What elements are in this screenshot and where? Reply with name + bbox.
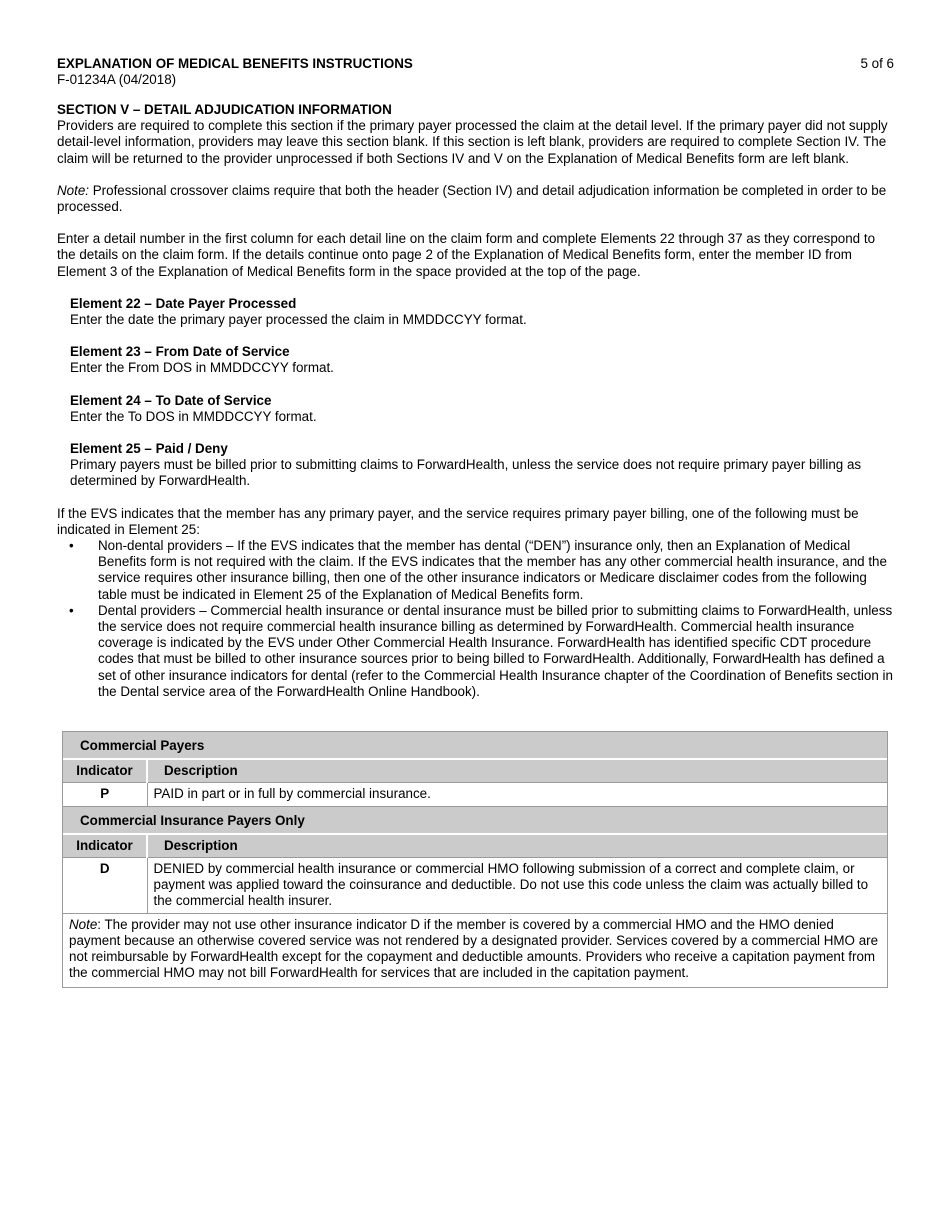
element-23: [70, 344, 897, 376]
section-title: SECTION V – DETAIL ADJUDICATION INFORMATION: [57, 102, 392, 117]
column-header-description: Description: [147, 834, 887, 858]
description-cell: DENIED by commercial health insurance or commercial HMO following submission of a correct and complete claim, or payment was applied toward the coinsurance and deductible. Do not use this code unless the claim was actually billed to the commercial health insurer.: [153, 861, 869, 909]
note-label: Note:: [57, 182, 90, 198]
element-title: Element 23 – From Date of Service: [70, 344, 290, 360]
table-row: [63, 858, 887, 914]
list-item: [57, 603, 897, 700]
evs-paragraph: If the EVS indicates that the member has any primary payer, and the service requires primary payer billing, one of the following must be indicated in Element 25:: [57, 505, 859, 537]
bullet-list: [57, 538, 897, 700]
list-item-text: Dental providers – Commercial health insurance or dental insurance must be billed prior to submitting claims to ForwardHealth, unless the service does not require commercial health insurance billing as determined by ForwardHealth. Commercial health insurance coverage is indicated by the EVS under Other Commercial Health Insurance. ForwardHealth has identified specific CDT procedure codes that must be billed to other insurance sources prior to being billed to ForwardHealth. Additionally, ForwardHealth has defined a set of other insurance indicators for dental (refer to the Commercial Health Insurance chapter of the Coordination of Benefits section in the Dental service area of the ForwardHealth Online Handbook).: [98, 602, 893, 699]
group-title-commercial-insurance-payers-only: Commercial Insurance Payers Only: [63, 806, 887, 834]
description-cell: PAID in part or in full by commercial insurance.: [153, 786, 431, 802]
table-note-label: Note: [69, 916, 98, 932]
table-note-row: [63, 913, 887, 987]
document-title: EXPLANATION OF MEDICAL BENEFITS INSTRUCTIONS: [57, 56, 413, 71]
bullet-icon: •: [69, 602, 74, 618]
page-number: 5 of 6: [860, 56, 894, 71]
element-title: Element 25 – Paid / Deny: [70, 441, 228, 457]
element-22: [70, 296, 897, 328]
element-25: [70, 441, 897, 490]
note-text: Professional crossover claims require that both the header (Section IV) and detail adjudication information be completed in order to be processed.: [57, 182, 887, 215]
section-note: [57, 183, 897, 215]
section-intro: Providers are required to complete this section if the primary payer processed the claim at the detail level. If the primary payer did not supply detail-level information, providers may leave this section blank. If this section is left blank, providers are required to complete Section IV. The claim will be returned to the provider unprocessed if both Sections IV and V on the Explanation of Medical Benefits form are left blank.: [57, 118, 888, 166]
column-header-description: Description: [147, 759, 887, 783]
list-item: [57, 538, 897, 603]
element-24: [70, 393, 897, 425]
table-group-header: [63, 806, 887, 834]
table-group-header: [63, 732, 887, 759]
element-text: Enter the date the primary payer processed the claim in MMDDCCYY format.: [70, 312, 527, 328]
element-text: Enter the From DOS in MMDDCCYY format.: [70, 360, 334, 376]
list-item-text: Non-dental providers – If the EVS indicates that the member has dental (“DEN”) insurance only, then an Explanation of Medical Benefits form is not required with the claim. If the EVS indicates that the member has any other commercial health insurance, and the service requires other insurance billing, then one of the other insurance indicators or Medicare disclaimer codes from the following table must be indicated in Element 25 of the Explanation of Medical Benefits form.: [98, 538, 887, 602]
element-title: Element 22 – Date Payer Processed: [70, 295, 297, 311]
table-note-text: : The provider may not use other insurance indicator D if the member is covered by a commercial HMO and the HMO denied payment because an otherwise covered service was not rendered by a designated provider. Services covered by a commercial HMO are not reimbursable by ForwardHealth except for the copayment and deductible amounts. Providers who receive a capitation payment from the commercial HMO may not bill ForwardHealth for services that are included in the capitation payment.: [69, 916, 879, 981]
group-title-commercial-payers: Commercial Payers: [63, 732, 887, 759]
table-note: [63, 913, 887, 987]
section-instructions: Enter a detail number in the first column for each detail line on the claim form and complete Elements 22 through 37 as they correspond to the details on the claim form. If the details continue onto page 2 of the Explanation of Medical Benefits form, enter the member ID from Element 3 of the Explanation of Medical Benefits form in the space provided at the top of the page.: [57, 231, 876, 279]
table-column-header: [63, 759, 887, 783]
element-text: Primary payers must be billed prior to submitting claims to ForwardHealth, unless the service does not require primary payer billing as determined by ForwardHealth.: [70, 457, 862, 489]
page-content: [57, 102, 897, 700]
column-header-indicator: Indicator: [63, 759, 147, 783]
indicator-cell: P: [63, 783, 147, 806]
indicator-cell: D: [63, 858, 147, 914]
element-text: Enter the To DOS in MMDDCCYY format.: [70, 408, 317, 424]
bullet-icon: •: [69, 538, 74, 554]
page-header: [57, 56, 894, 88]
indicator-table: [62, 731, 888, 988]
element-title: Element 24 – To Date of Service: [70, 392, 272, 408]
form-number: F-01234A (04/2018): [57, 72, 177, 88]
table-column-header: [63, 834, 887, 858]
column-header-indicator: Indicator: [63, 834, 147, 858]
table-row: [63, 783, 887, 806]
